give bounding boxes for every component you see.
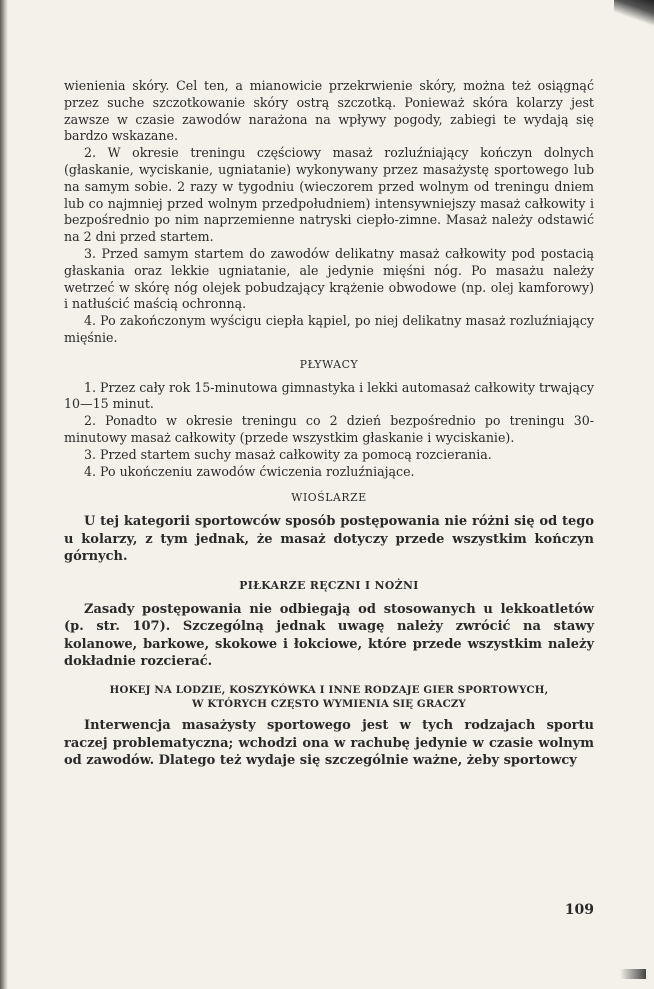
intro-paragraph: wienienia skóry. Cel ten, a mianowicie przekrwienie skóry, można też osiągnąć przez suche szczotkowanie skóry ostrą szczotką. Ponieważ skóra kolarzy jest zawsze w czasie zawodów narażona na wpływy pogody, zabiegi te wydają się bardzo wskazane. bbox=[64, 78, 594, 144]
cyclists-item-3: 3. Przed samym startem do zawodów delikatny masaż całkowity pod postacią głaskania oraz lekkie ugniatanie, ale jedynie mięśni nóg. Po masażu należy wetrzeć w skórę nóg olejek pobudzający krążenie obwodowe (np. olej kamforowy) i natłuścić maścią ochronną. bbox=[64, 245, 594, 312]
page-body bbox=[64, 78, 594, 770]
swimmers-item-4: 4. Po ukończeniu zawodów ćwiczenia rozluźniające. bbox=[84, 463, 415, 479]
swimmers-item-1: 1. Przez cały rok 15-minutowa gimnastyka i lekki automasaż całkowity trwający 10—15 minut. bbox=[64, 379, 594, 412]
swimmers-item-3: 3. Przed startem suchy masaż całkowity za pomocą rozcierania. bbox=[84, 446, 492, 462]
swimmers-item-2: 2. Ponadto w okresie treningu co 2 dzień bezpośrednio po treningu 30-minutowy masaż całkowity (przede wszystkim głaskanie i wyciskanie). bbox=[64, 413, 594, 445]
hockey-text: Interwencja masażysty sportowego jest w tych rodzajach sportu raczej problematyczna; wchodzi ona w rachubę jedynie w czasie wolnym od zawodów. Dlatego też wydaje się szczególnie ważne, żeby sportowcy bbox=[64, 718, 594, 769]
rowers-heading: WIOŚLARZE bbox=[291, 491, 367, 505]
hockey-heading bbox=[64, 683, 594, 711]
swimmers-heading: PŁYWACY bbox=[299, 357, 359, 371]
hockey-heading-line1: HOKEJ NA LODZIE, KOSZYKÓWKA I INNE RODZAJE GIER SPORTOWYCH, bbox=[109, 684, 549, 697]
hockey-heading-line2: W KTÓRYCH CZĘSTO WYMIENIA SIĘ GRACZY bbox=[191, 698, 467, 711]
rowers-text: U tej kategorii sportowców sposób postępowania nie różni się od tego u kolarzy, z tym jednak, że masaż dotyczy przede wszystkim kończyn górnych. bbox=[64, 514, 594, 565]
handball-football-text: Zasady postępowania nie odbiegają od stosowanych u lekkoatletów (p. str. 107). Szczególną jednak uwagę należy zwrócić na stawy kolanowe, barkowe, skokowe i łokciowe, które przede wszystkim należy dokładnie rozcierać. bbox=[64, 601, 594, 670]
page-binding-edge bbox=[0, 0, 8, 989]
cyclists-item-4: 4. Po zakończonym wyścigu ciepła kąpiel, po niej delikatny masaż rozluźniający mięśnie. bbox=[64, 313, 594, 345]
page-number: 109 bbox=[564, 902, 594, 918]
scan-corner-shadow bbox=[614, 0, 654, 30]
scan-bottom-mark bbox=[620, 969, 646, 979]
handball-football-heading: PIŁKARZE RĘCZNI I NOŻNI bbox=[239, 578, 419, 592]
cyclists-item-2: 2. W okresie treningu częściowy masaż rozluźniający kończyn dolnych (głaskanie, wyciskanie, ugniatanie) wykonywany przez masażystę sportowego lub na samym sobie. 2 razy w tygodniu (wieczorem przed wolnym od treningu dniem lub co najmniej przed wolnym przedpołudniem) intensywniejszy masaż całkowity i bezpośrednio po nim naprzemienne natryski ciepło-zimne. Masaż należy odstawić na 2 dni przed startem. bbox=[64, 145, 594, 245]
